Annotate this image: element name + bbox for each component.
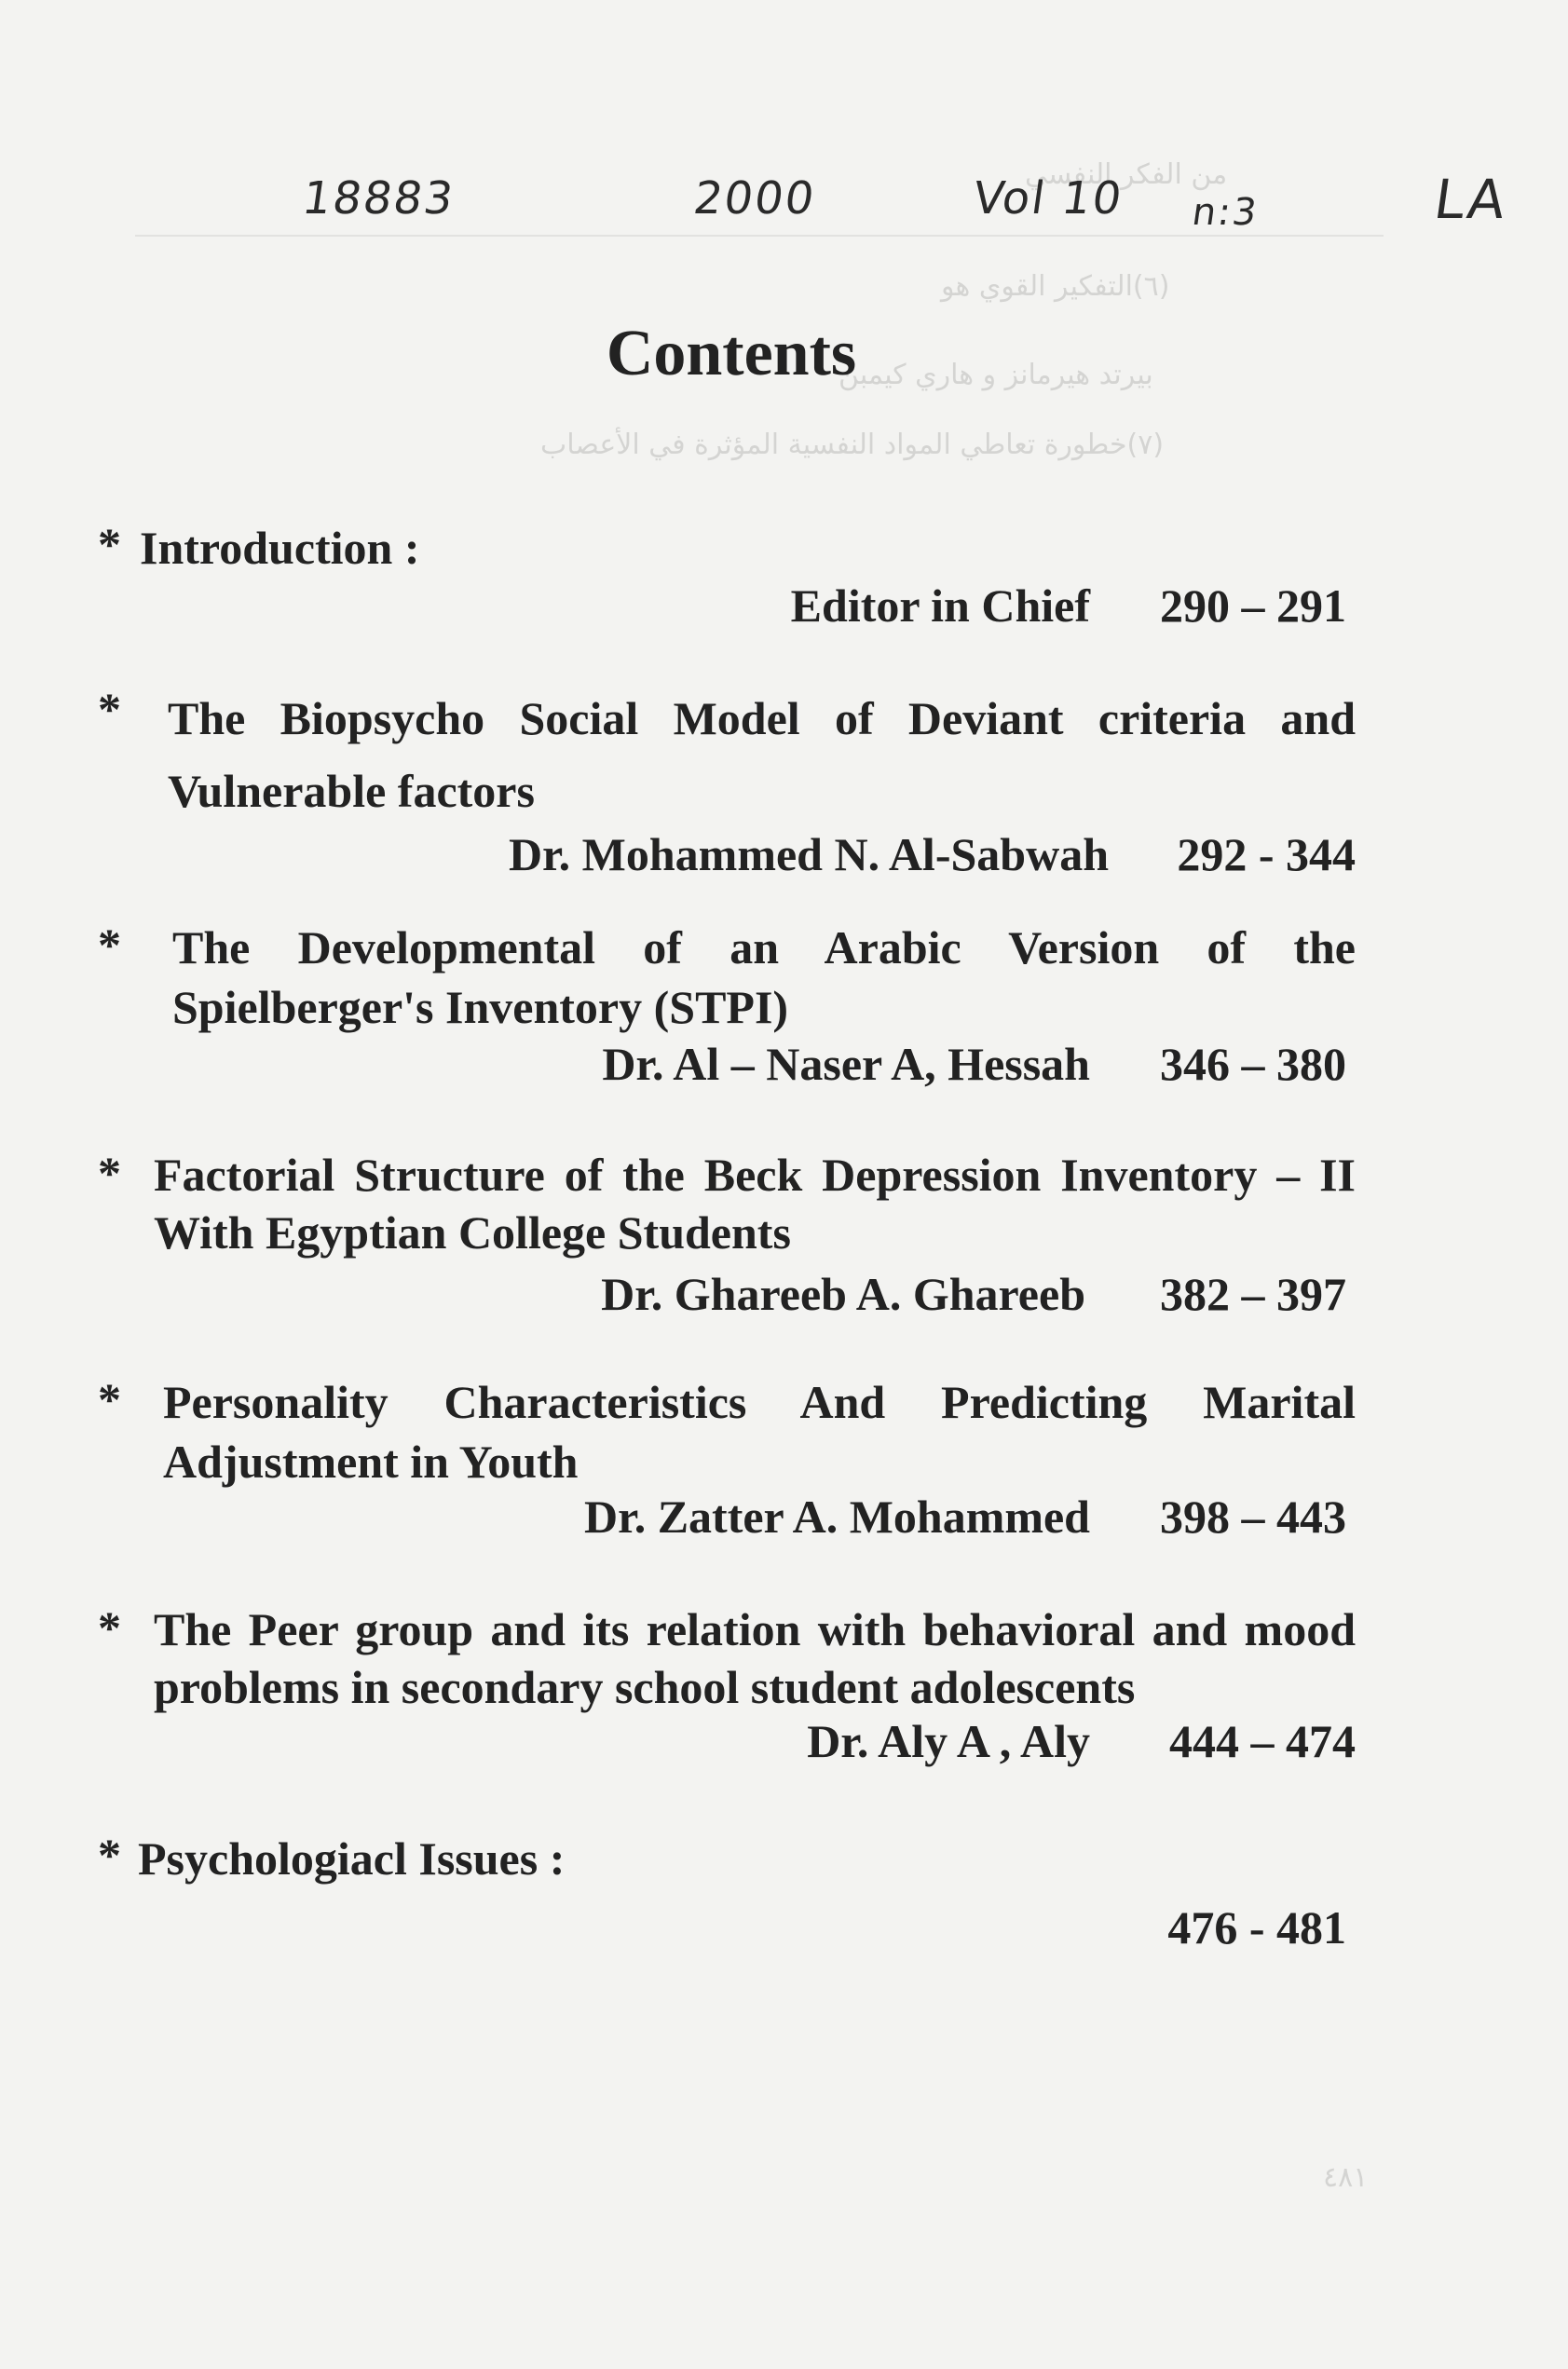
toc-entry: [98, 918, 1356, 1098]
bleed-through-text: بيرتد هيرمانز و هاري كيمبن: [839, 359, 1153, 391]
handwritten-accession: 18883: [299, 172, 458, 225]
entry-title: Personality Characteristics And Predicting Marital Adjustment in Youth: [163, 1376, 1356, 1488]
bleed-through-text: من الفكر النفسي: [1025, 158, 1228, 191]
bleed-through-text: ٤٨١: [1323, 2161, 1369, 2194]
bullet-asterisk: *: [98, 518, 121, 570]
entry-author: Dr. Mohammed N. Al-Sabwah: [508, 828, 1109, 880]
entry-pages: 382 – 397: [1160, 1268, 1346, 1320]
bleed-through-text: (٦)التفكير القوي هو: [941, 270, 1170, 303]
page-title: Contents: [606, 318, 857, 389]
toc-entry: [98, 1600, 1356, 1776]
entry-pages: 476 - 481: [1167, 1901, 1346, 1954]
handwritten-mark: LA: [1430, 168, 1512, 231]
entry-author: Dr. Al – Naser A, Hessah: [602, 1038, 1090, 1090]
toc-entry: [98, 682, 1356, 889]
bleed-through-text: (٧)خطورة تعاطي المواد النفسية المؤثرة في الأعصاب: [540, 429, 1165, 461]
toc-entry: [98, 1146, 1356, 1328]
entry-title: The Peer group and its relation with behavioral and mood problems in secondary school student adolescents: [154, 1603, 1356, 1713]
entry-byline: [98, 579, 1356, 640]
entry-pages: 290 – 291: [1160, 579, 1346, 632]
entry-author: Dr. Zatter A. Mohammed: [584, 1491, 1090, 1543]
handwritten-number: n:3: [1189, 191, 1261, 234]
toc-entry-introduction: [98, 517, 1356, 640]
entry-title: The Developmental of an Arabic Version of the Spielberger's Inventory (STPI): [172, 921, 1356, 1033]
entry-title: The Biopsycho Social Model of Deviant criteria and Vulnerable factors: [168, 692, 1356, 817]
bullet-asterisk: *: [98, 1373, 121, 1425]
bleed-through-rule: [135, 235, 1384, 237]
entry-pages: 346 – 380: [1160, 1038, 1346, 1090]
handwritten-year: 2000: [690, 172, 820, 225]
entry-title: Psychologiacl Issues :: [138, 1832, 566, 1885]
entry-title: Factorial Structure of the Beck Depression Inventory – II With Egyptian College Students: [154, 1149, 1356, 1259]
entry-byline: [98, 1267, 1356, 1328]
bullet-asterisk: *: [98, 1829, 121, 1881]
bullet-asterisk: *: [98, 683, 121, 735]
bullet-asterisk: *: [98, 1147, 121, 1199]
entry-title: Introduction :: [140, 522, 420, 574]
entry-byline: [98, 1714, 1356, 1776]
entry-author: Dr. Aly A , Aly: [807, 1715, 1090, 1767]
entry-author: Dr. Ghareeb A. Ghareeb: [601, 1268, 1085, 1320]
entry-pages: 398 – 443: [1160, 1491, 1346, 1543]
entry-byline: [98, 1900, 1356, 1962]
handwritten-volume: Vol 10: [970, 172, 1127, 225]
entry-pages: 444 – 474: [1169, 1715, 1356, 1767]
bullet-asterisk: *: [98, 919, 121, 971]
entry-pages: 292 - 344: [1177, 828, 1356, 880]
toc-entry-psychological-issues: [98, 1828, 1356, 1962]
toc-entry: [98, 1372, 1356, 1551]
entry-byline: [98, 1037, 1356, 1098]
entry-author: Editor in Chief: [790, 579, 1090, 632]
entry-byline: [98, 827, 1356, 889]
entry-byline: [98, 1490, 1356, 1551]
bullet-asterisk: *: [98, 1601, 121, 1654]
